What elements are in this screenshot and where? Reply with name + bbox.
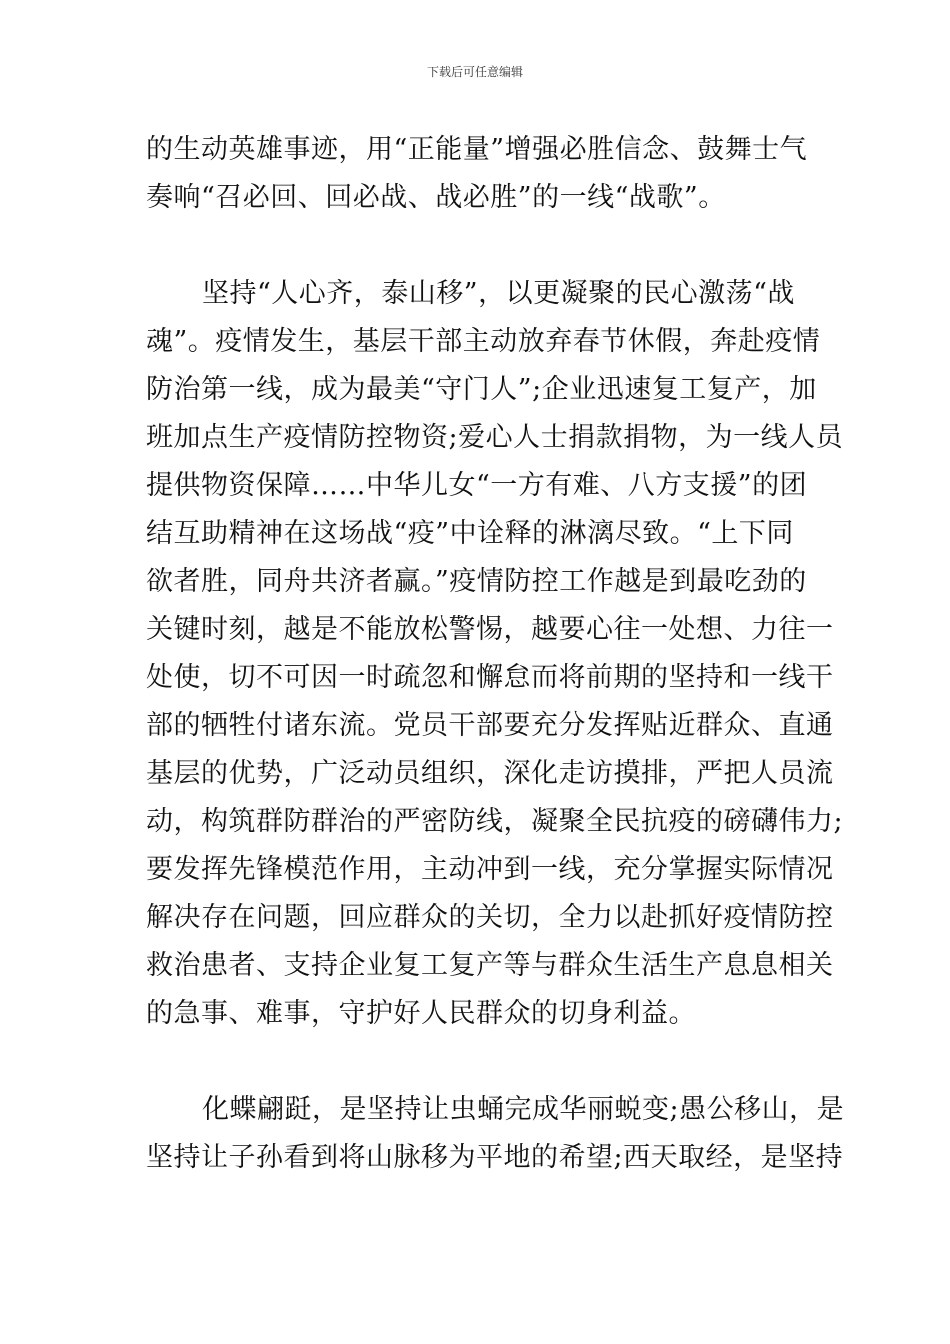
text-line: 结互助精神在这场战“疫”中诠释的淋漓尽致。“上下同 — [146, 518, 794, 549]
text-line: 化蝶翩跹，是坚持让虫蛹完成华丽蜕变;愚公移山，是 — [202, 1094, 845, 1125]
text-line: 防治第一线，成为最美“守门人”;企业迅速复工复产，加 — [146, 374, 817, 405]
text-line: 部的牺牲付诸东流。党员干部要充分发挥贴近群众、直通 — [146, 710, 834, 741]
text-line: 基层的优势，广泛动员组织，深化走访摸排，严把人员流 — [146, 758, 834, 789]
page-header-note: 下载后可任意编辑 — [426, 65, 523, 79]
text-line: 奏响“召必回、回必战、战必胜”的一线“战歌”。 — [146, 182, 726, 213]
text-line: 的生动英雄事迹，用“正能量”增强必胜信念、鼓舞士气 — [146, 134, 808, 165]
text-line: 坚持让子孙看到将山脉移为平地的希望;西天取经，是坚持 — [146, 1142, 844, 1173]
text-line: 提供物资保障……中华儿女“一方有难、八方支援”的团 — [146, 470, 808, 501]
text-line: 要发挥先锋模范作用，主动冲到一线，充分掌握实际情况 — [146, 854, 834, 885]
text-line: 的急事、难事，守护好人民群众的切身利益。 — [146, 998, 696, 1029]
text-line: 魂”。疫情发生，基层干部主动放弃春节休假，奔赴疫情 — [146, 326, 821, 357]
text-line: 班加点生产疫情防控物资;爱心人士捐款捐物，为一线人员 — [146, 422, 844, 453]
text-line: 欲者胜，同舟共济者赢。”疫情防控工作越是到最吃劲的 — [146, 566, 807, 597]
paragraph-3 — [146, 1086, 845, 1182]
paragraph-2 — [146, 270, 844, 1038]
paragraph-1 — [146, 126, 812, 222]
text-line: 解决存在问题，回应群众的关切，全力以赴抓好疫情防控 — [146, 902, 834, 933]
document-body — [146, 126, 845, 1182]
text-line: 坚持“人心齐，泰山移”，以更凝聚的民心激荡“战 — [202, 278, 795, 309]
text-line: 关键时刻，越是不能放松警惕，越要心往一处想、力往一 — [146, 614, 834, 645]
text-line: 动，构筑群防群治的严密防线，凝聚全民抗疫的磅礴伟力; — [146, 806, 844, 837]
text-line: 处使，切不可因一时疏忽和懈怠而将前期的坚持和一线干 — [146, 662, 834, 693]
text-line: 救治患者、支持企业复工复产等与群众生活生产息息相关 — [146, 950, 834, 981]
